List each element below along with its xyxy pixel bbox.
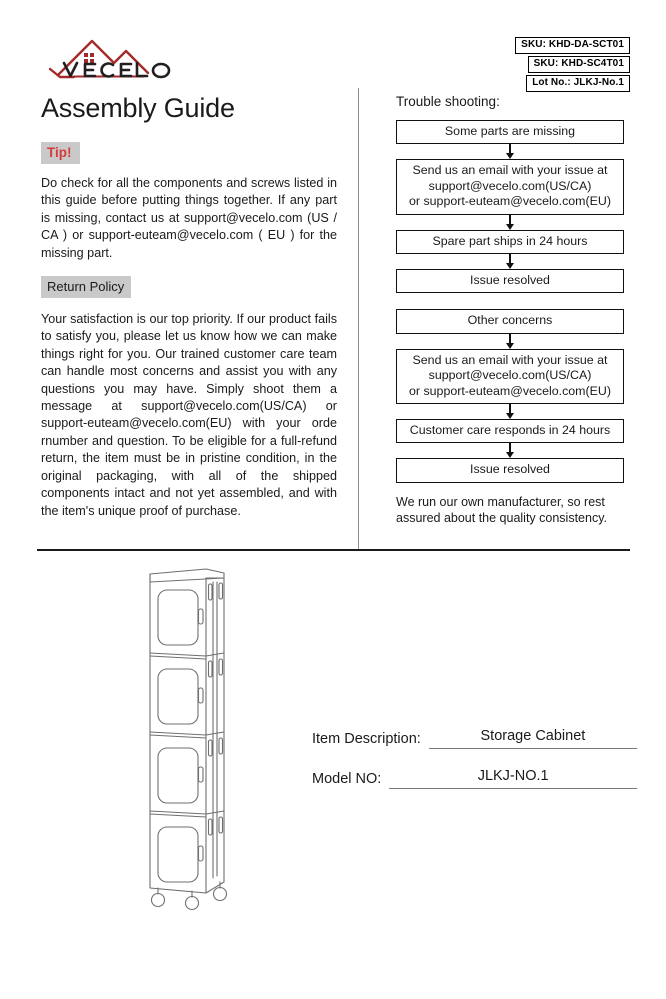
- flow-node: Send us an email with your issue at support@vecelo.com(US/CA) or support-euteam@vecelo.com(EU): [396, 349, 624, 404]
- house-roof-logo-icon: [44, 33, 184, 81]
- spec-row-item-description: [312, 726, 637, 749]
- flow-node: Spare part ships in 24 hours: [396, 230, 624, 254]
- sku-label-primary: SKU: KHD-DA-SCT01: [515, 37, 630, 54]
- flow-arrow-down-icon: [396, 254, 624, 269]
- flow-node: Some parts are missing: [396, 120, 624, 144]
- horizontal-divider: [37, 549, 630, 551]
- item-description-value: Storage Cabinet: [429, 726, 637, 749]
- flowchart-missing-parts: [396, 120, 624, 293]
- troubleshooting-section: [396, 93, 624, 527]
- flow-node: Other concerns: [396, 309, 624, 333]
- vertical-divider: [358, 88, 359, 550]
- flowchart-gap: [396, 293, 624, 309]
- storage-cabinet-line-drawing: [128, 560, 246, 915]
- lot-number-label: Lot No.: JLKJ-No.1: [526, 75, 630, 92]
- sku-label-secondary: SKU: KHD-SC4T01: [528, 56, 630, 73]
- tip-tag: Tip!: [41, 142, 80, 164]
- sku-label-group: [515, 37, 630, 92]
- flow-node: Issue resolved: [396, 269, 624, 293]
- flow-node: Send us an email with your issue at support@vecelo.com(US/CA) or support-euteam@vecelo.com(EU): [396, 159, 624, 214]
- flow-node: Customer care responds in 24 hours: [396, 419, 624, 443]
- storage-cabinet-illustration: [128, 560, 246, 915]
- item-description-label: Item Description:: [312, 731, 421, 747]
- flow-node: Issue resolved: [396, 458, 624, 482]
- flow-arrow-down-icon: [396, 443, 624, 458]
- return-policy-tag: Return Policy: [41, 276, 131, 298]
- manufacturer-note: We run our own manufacturer, so rest assured about the quality consistency.: [396, 494, 608, 526]
- product-spec-block: [312, 726, 637, 806]
- model-no-label: Model NO:: [312, 771, 382, 787]
- return-policy-paragraph: Your satisfaction is our top priority. If our product fails to satisfy you, please let us know how we can make things right for you. Our trained customer care team can handle most concerns and assist you with any questions you may have. Simply shoot them a message at support@vecelo.com(US/CA) or support-euteam@vecelo.com(EU) with your orde rnumber and question. To be eligible for a full-refund return, the item must be in pristine condition, in the original packaging, with all of the shipped components intact and not yet assembled, and with the item's unique proof of purchase.: [41, 312, 337, 518]
- spec-row-model-no: [312, 766, 637, 789]
- model-no-value: JLKJ-NO.1: [389, 766, 637, 789]
- flow-arrow-down-icon: [396, 404, 624, 419]
- left-column: [41, 92, 337, 520]
- vecelo-logo: [44, 33, 184, 81]
- flow-arrow-down-icon: [396, 144, 624, 159]
- flow-arrow-down-icon: [396, 334, 624, 349]
- flow-arrow-down-icon: [396, 215, 624, 230]
- troubleshooting-heading: Trouble shooting:: [396, 94, 500, 109]
- flowchart-other-concerns: [396, 309, 624, 482]
- page-title: Assembly Guide: [41, 93, 235, 123]
- tip-paragraph: Do check for all the components and screws listed in this guide before putting things together. If any part is missing, contact us at support@vecelo.com (US / CA ) or support-euteam@vecelo.com ( EU ) for the missing part.: [41, 176, 337, 260]
